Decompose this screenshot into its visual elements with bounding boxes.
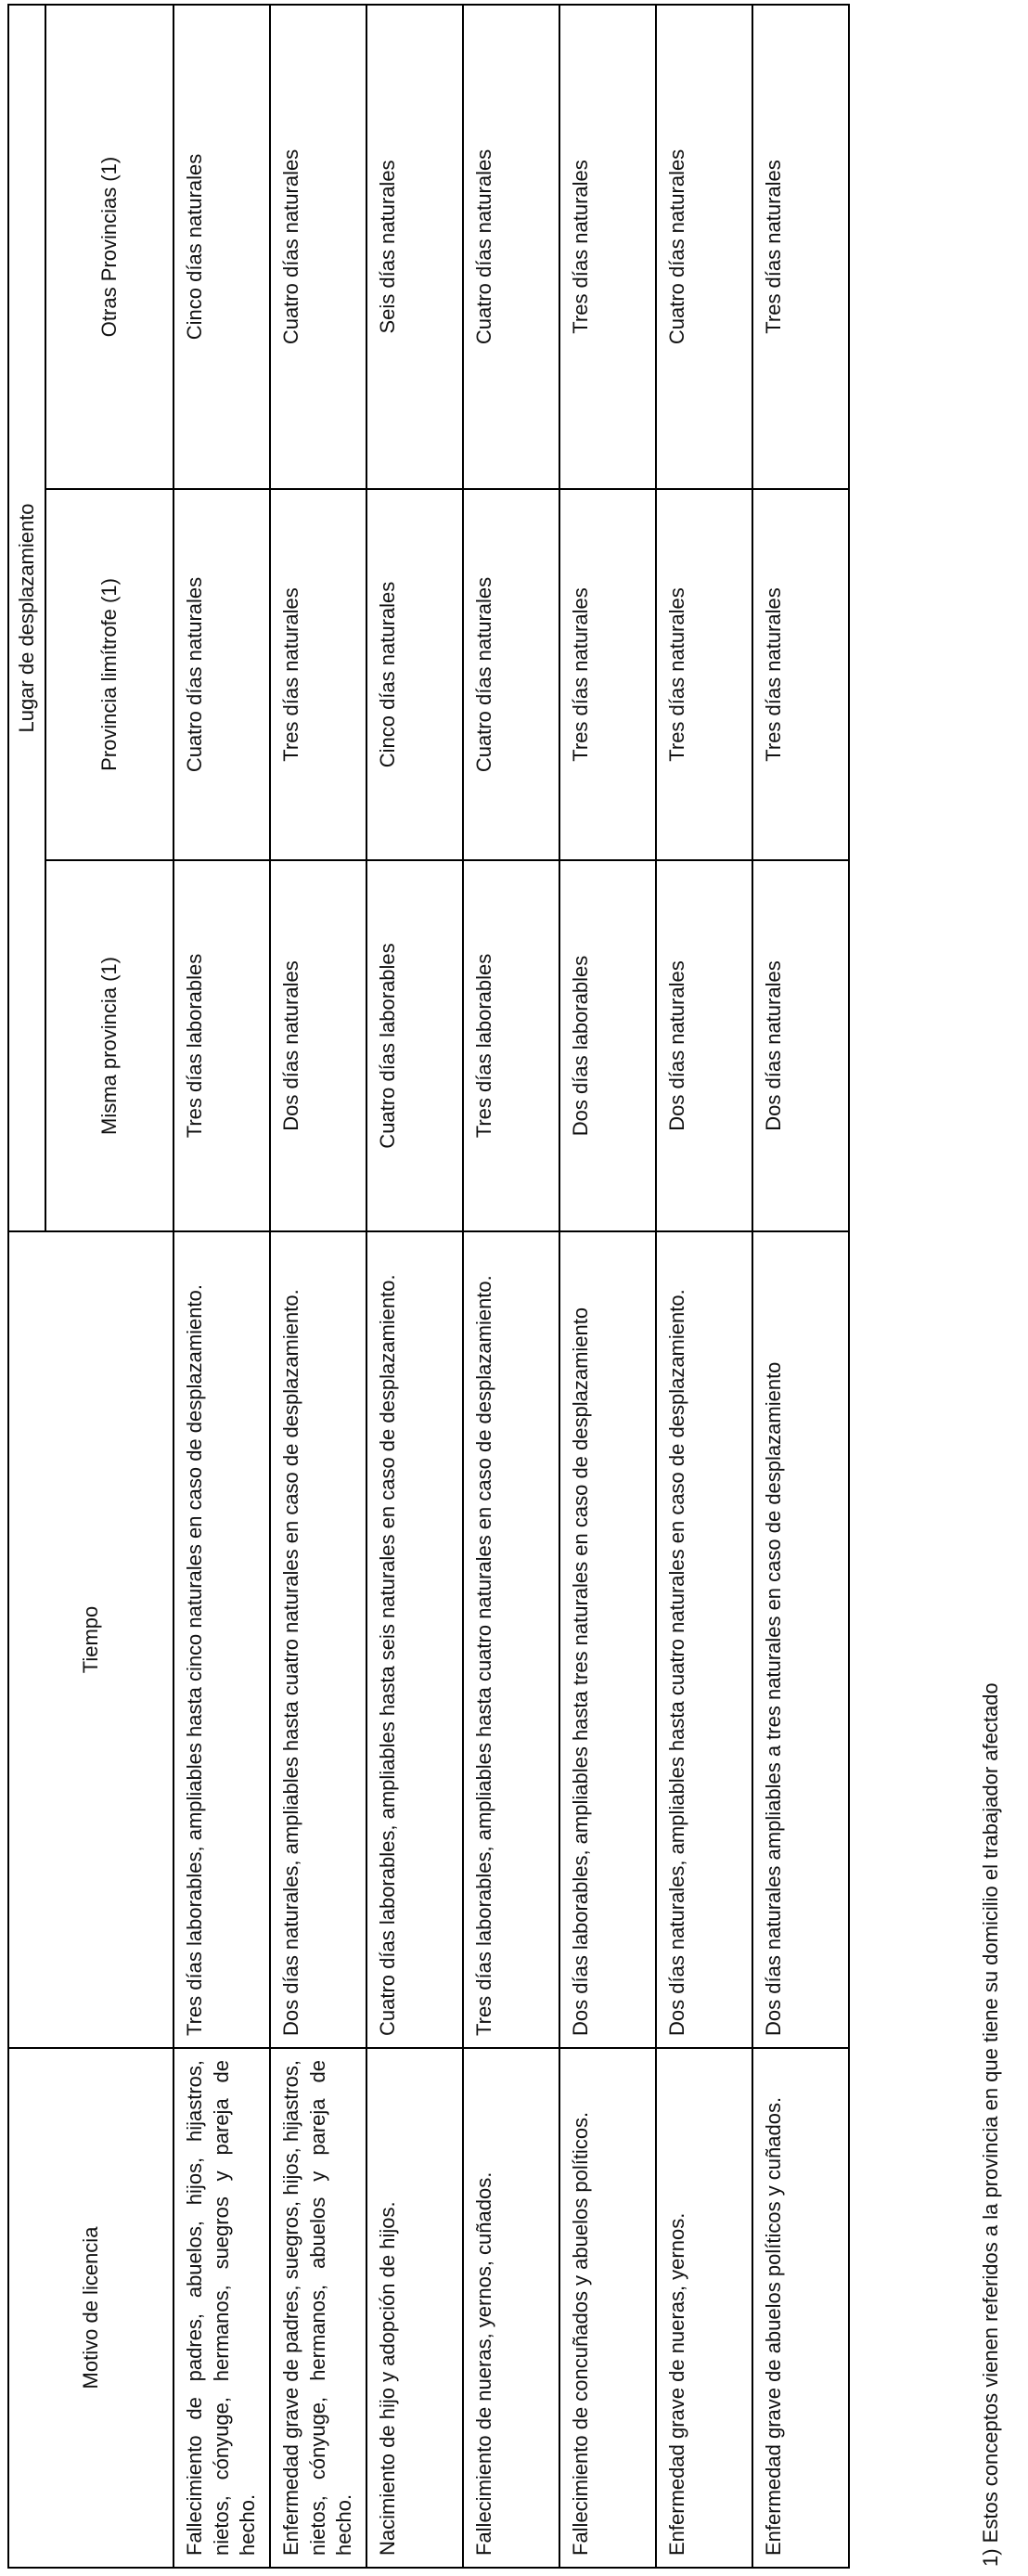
cell-motivo: Nacimiento de hijo y adopción de hijos.: [366, 2048, 463, 2568]
header-row: [8, 5, 45, 2568]
cell-motivo: Fallecimiento de nueras, yernos, cuñados.: [463, 2048, 559, 2568]
header-otras-provincias: Otras Provincias (1): [45, 5, 173, 489]
header-lugar-desplazamiento: Lugar de desplazamiento: [8, 5, 45, 1231]
cell-misma-provincia: Dos días laborables: [559, 860, 656, 1231]
table-row: [656, 5, 752, 2568]
cell-otras-provincias: Tres días naturales: [559, 5, 656, 489]
cell-misma-provincia: Dos días naturales: [270, 860, 366, 1231]
cell-misma-provincia: Tres días laborables: [173, 860, 270, 1231]
cell-tiempo: Tres días laborables, ampliables hasta cinco naturales en caso de desplazamiento.: [173, 1231, 270, 2048]
cell-tiempo: Tres días laborables, ampliables hasta cuatro naturales en caso de desplazamiento.: [463, 1231, 559, 2048]
cell-otras-provincias: Cuatro días naturales: [463, 5, 559, 489]
cell-tiempo: Dos días laborables, ampliables hasta tres naturales en caso de desplazamiento: [559, 1231, 656, 2048]
cell-tiempo: Dos días naturales ampliables a tres naturales en caso de desplazamiento: [752, 1231, 849, 2048]
footnote: 1) Estos conceptos vienen referidos a la provincia en que tiene su domicilio el trabajador afectado: [979, 1682, 1002, 2567]
header-misma-provincia: Misma provincia (1): [45, 860, 173, 1231]
cell-provincia-limitrofe: Tres días naturales: [559, 489, 656, 860]
header-tiempo: Tiempo: [8, 1231, 173, 2048]
cell-provincia-limitrofe: Cuatro días naturales: [173, 489, 270, 860]
licencias-table: [7, 4, 850, 2569]
cell-provincia-limitrofe: Tres días naturales: [270, 489, 366, 860]
cell-misma-provincia: Dos días naturales: [752, 860, 849, 1231]
table-row: [173, 5, 270, 2568]
table-row: [270, 5, 366, 2568]
header-provincia-limitrofe: Provincia limítrofe (1): [45, 489, 173, 860]
cell-motivo: Enfermedad grave de padres, suegros, hijos, hijastros, nietos, cónyuge, hermanos, abuelos y pareja de hecho.: [270, 2048, 366, 2568]
cell-otras-provincias: Cuatro días naturales: [656, 5, 752, 489]
cell-otras-provincias: Cuatro días naturales: [270, 5, 366, 489]
cell-tiempo: Dos días naturales, ampliables hasta cuatro naturales en caso de desplazamiento.: [656, 1231, 752, 2048]
cell-misma-provincia: Cuatro días laborables: [366, 860, 463, 1231]
cell-otras-provincias: Seis días naturales: [366, 5, 463, 489]
cell-provincia-limitrofe: Cinco días naturales: [366, 489, 463, 860]
table-row: [752, 5, 849, 2568]
cell-misma-provincia: Tres días laborables: [463, 860, 559, 1231]
cell-motivo: Enfermedad grave de abuelos políticos y cuñados.: [752, 2048, 849, 2568]
table-row: [463, 5, 559, 2568]
cell-motivo: Fallecimiento de concuñados y abuelos políticos.: [559, 2048, 656, 2568]
cell-provincia-limitrofe: Cuatro días naturales: [463, 489, 559, 860]
cell-otras-provincias: Tres días naturales: [752, 5, 849, 489]
cell-tiempo: Cuatro días laborables, ampliables hasta seis naturales en caso de desplazamiento.: [366, 1231, 463, 2048]
table-row: [366, 5, 463, 2568]
cell-provincia-limitrofe: Tres días naturales: [656, 489, 752, 860]
table-row: [559, 5, 656, 2568]
cell-motivo: Fallecimiento de padres, abuelos, hijos, hijastros, nietos, cónyuge, hermanos, suegros y pareja de hecho.: [173, 2048, 270, 2568]
cell-misma-provincia: Dos días naturales: [656, 860, 752, 1231]
header-motivo: Motivo de licencia: [8, 2048, 173, 2568]
cell-otras-provincias: Cinco días naturales: [173, 5, 270, 489]
cell-tiempo: Dos días naturales, ampliables hasta cuatro naturales en caso de desplazamiento.: [270, 1231, 366, 2048]
cell-provincia-limitrofe: Tres días naturales: [752, 489, 849, 860]
cell-motivo: Enfermedad grave de nueras, yernos.: [656, 2048, 752, 2568]
